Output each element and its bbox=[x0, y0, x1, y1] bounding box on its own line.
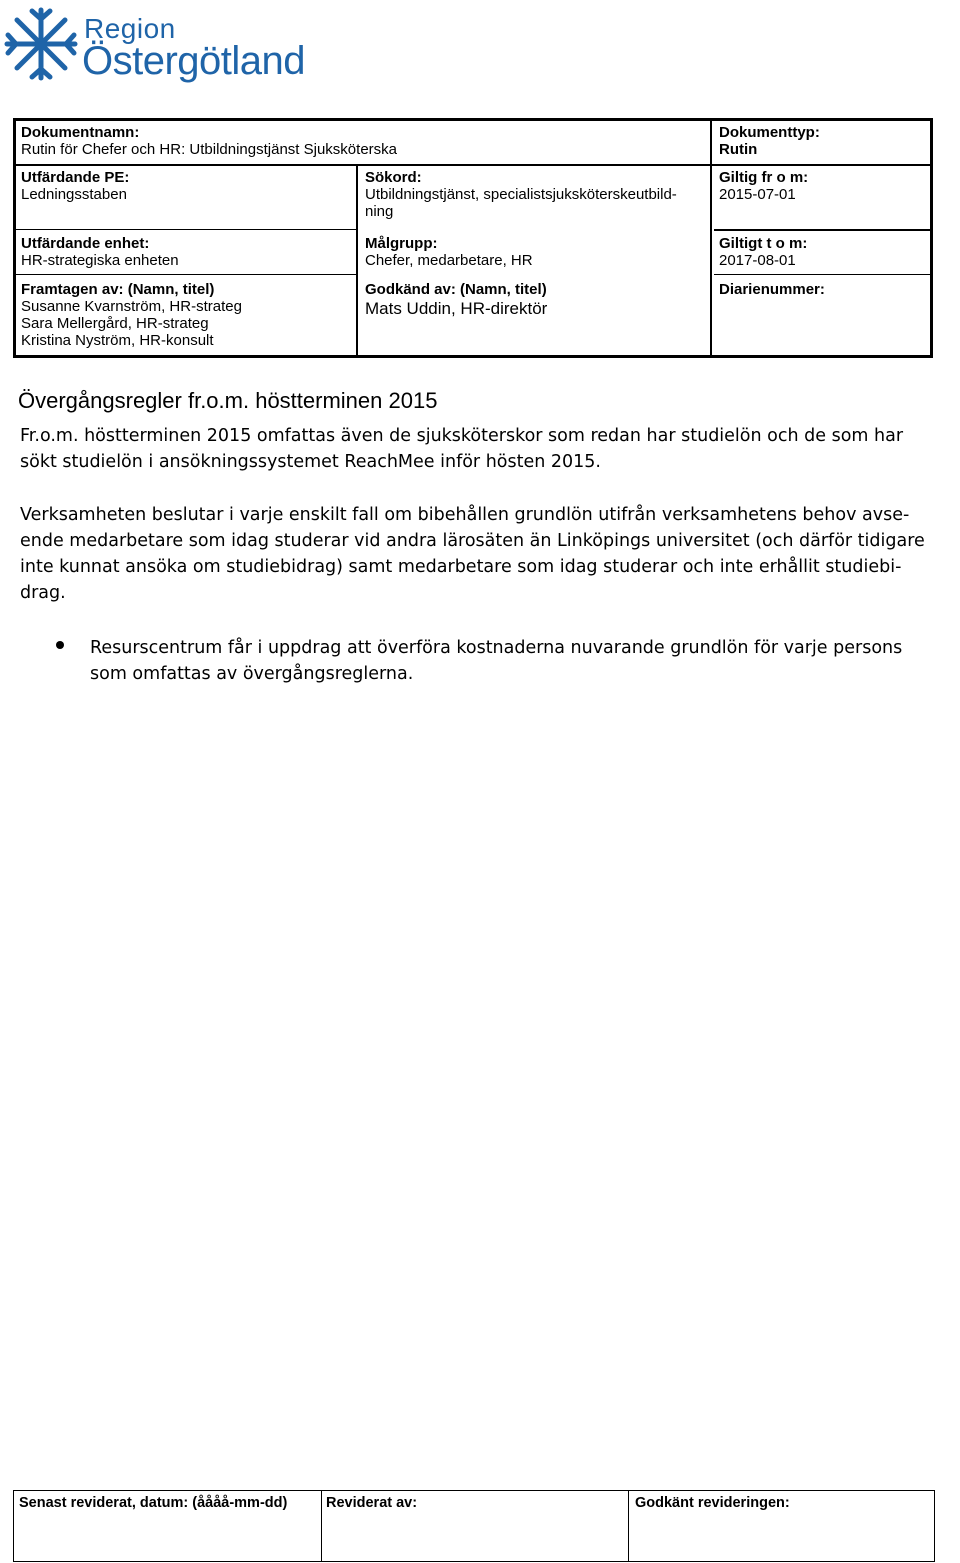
revised-by-label: Reviderat av: bbox=[326, 1495, 418, 1511]
approved-revision-label: Godkänt revideringen: bbox=[635, 1495, 790, 1511]
divider bbox=[16, 164, 933, 166]
valid-from-label: Giltig fr o m: bbox=[719, 169, 809, 186]
divider bbox=[714, 274, 933, 275]
paragraph-2: Verksamheten beslutar i varje enskilt fall om bibehållen grundlön utifrån verksamhetens behov avse-ende medarbetare som idag studerar vid andra lärosäten än Linköpings universitet (och därför tidigare inte kunnat ansöka om studiebidrag) samt medarbetare som idag studerar och inte erhållit studiebi-drag. bbox=[20, 505, 925, 603]
issuing-pe-value: Ledningsstaben bbox=[21, 186, 127, 203]
paragraph-1: Fr.o.m. höstterminen 2015 omfattas även de sjuksköterskor som redan har studielön och de som har sökt studielön i ansökningssystemet ReachMee inför hösten 2015. bbox=[20, 426, 904, 472]
issuing-pe-label: Utfärdande PE: bbox=[21, 169, 130, 186]
prepared-by-person-2: Sara Mellergård, HR-strateg bbox=[21, 315, 209, 332]
valid-to-label: Giltigt t o m: bbox=[719, 235, 808, 252]
issuing-unit-label: Utfärdande enhet: bbox=[21, 235, 150, 252]
prepared-by-cell bbox=[16, 281, 356, 349]
doc-type-label: Dokumenttyp: bbox=[719, 124, 820, 141]
keywords-value: Utbildningstjänst, specialistsjuksköterskeutbild-ning bbox=[365, 186, 677, 220]
divider bbox=[710, 121, 712, 358]
issuing-unit-cell bbox=[16, 235, 356, 269]
flower-logo-icon bbox=[2, 5, 80, 83]
issuing-pe-cell bbox=[16, 169, 356, 203]
divider bbox=[714, 229, 933, 231]
keywords-cell bbox=[360, 169, 710, 220]
divider bbox=[16, 274, 356, 275]
logo-text-region: Region bbox=[84, 13, 176, 44]
target-group-value: Chefer, medarbetare, HR bbox=[365, 252, 533, 269]
revision-footer-table bbox=[13, 1490, 935, 1562]
target-group-label: Målgrupp: bbox=[365, 235, 438, 252]
approved-by-value: Mats Uddin, HR-direktör bbox=[365, 299, 548, 318]
doc-type-value: Rutin bbox=[719, 141, 758, 158]
doc-type-cell bbox=[714, 124, 934, 158]
registry-label: Diarienummer: bbox=[719, 281, 825, 298]
keywords-label: Sökord: bbox=[365, 169, 422, 186]
bullet-icon bbox=[56, 641, 64, 649]
valid-from-cell bbox=[714, 169, 934, 203]
prepared-by-person-1: Susanne Kvarnström, HR-strateg bbox=[21, 298, 242, 315]
divider bbox=[321, 1491, 322, 1561]
registry-cell bbox=[714, 281, 934, 298]
divider bbox=[628, 1491, 629, 1561]
bullet-item-1: Resurscentrum får i uppdrag att överföra kostnaderna nuvarande grundlön för varje persons som omfattas av övergångsreglerna. bbox=[90, 638, 903, 684]
doc-name-label: Dokumentnamn: bbox=[21, 124, 140, 141]
issuing-unit-value: HR-strategiska enheten bbox=[21, 252, 179, 269]
section-heading: Övergångsregler fr.o.m. höstterminen 2015 bbox=[18, 388, 438, 413]
prepared-by-label: Framtagen av: (Namn, titel) bbox=[21, 281, 215, 298]
target-group-cell bbox=[360, 235, 710, 269]
prepared-by-person-3: Kristina Nyström, HR-konsult bbox=[21, 332, 214, 349]
valid-to-value: 2017-08-01 bbox=[719, 252, 796, 269]
region-logo bbox=[2, 5, 306, 85]
divider bbox=[356, 164, 358, 358]
approved-by-cell bbox=[360, 281, 710, 320]
doc-name-value: Rutin för Chefer och HR: Utbildningstjänst Sjuksköterska bbox=[21, 141, 397, 158]
valid-to-cell bbox=[714, 235, 934, 269]
doc-name-cell bbox=[16, 124, 711, 158]
approved-by-label: Godkänd av: (Namn, titel) bbox=[365, 281, 547, 298]
last-revised-label: Senast reviderat, datum: (åååå-mm-dd) bbox=[19, 1495, 288, 1511]
logo-text-ostergotland: Östergötland bbox=[82, 39, 306, 83]
divider bbox=[16, 229, 356, 230]
valid-from-value: 2015-07-01 bbox=[719, 186, 796, 203]
document-header-table bbox=[13, 118, 933, 358]
